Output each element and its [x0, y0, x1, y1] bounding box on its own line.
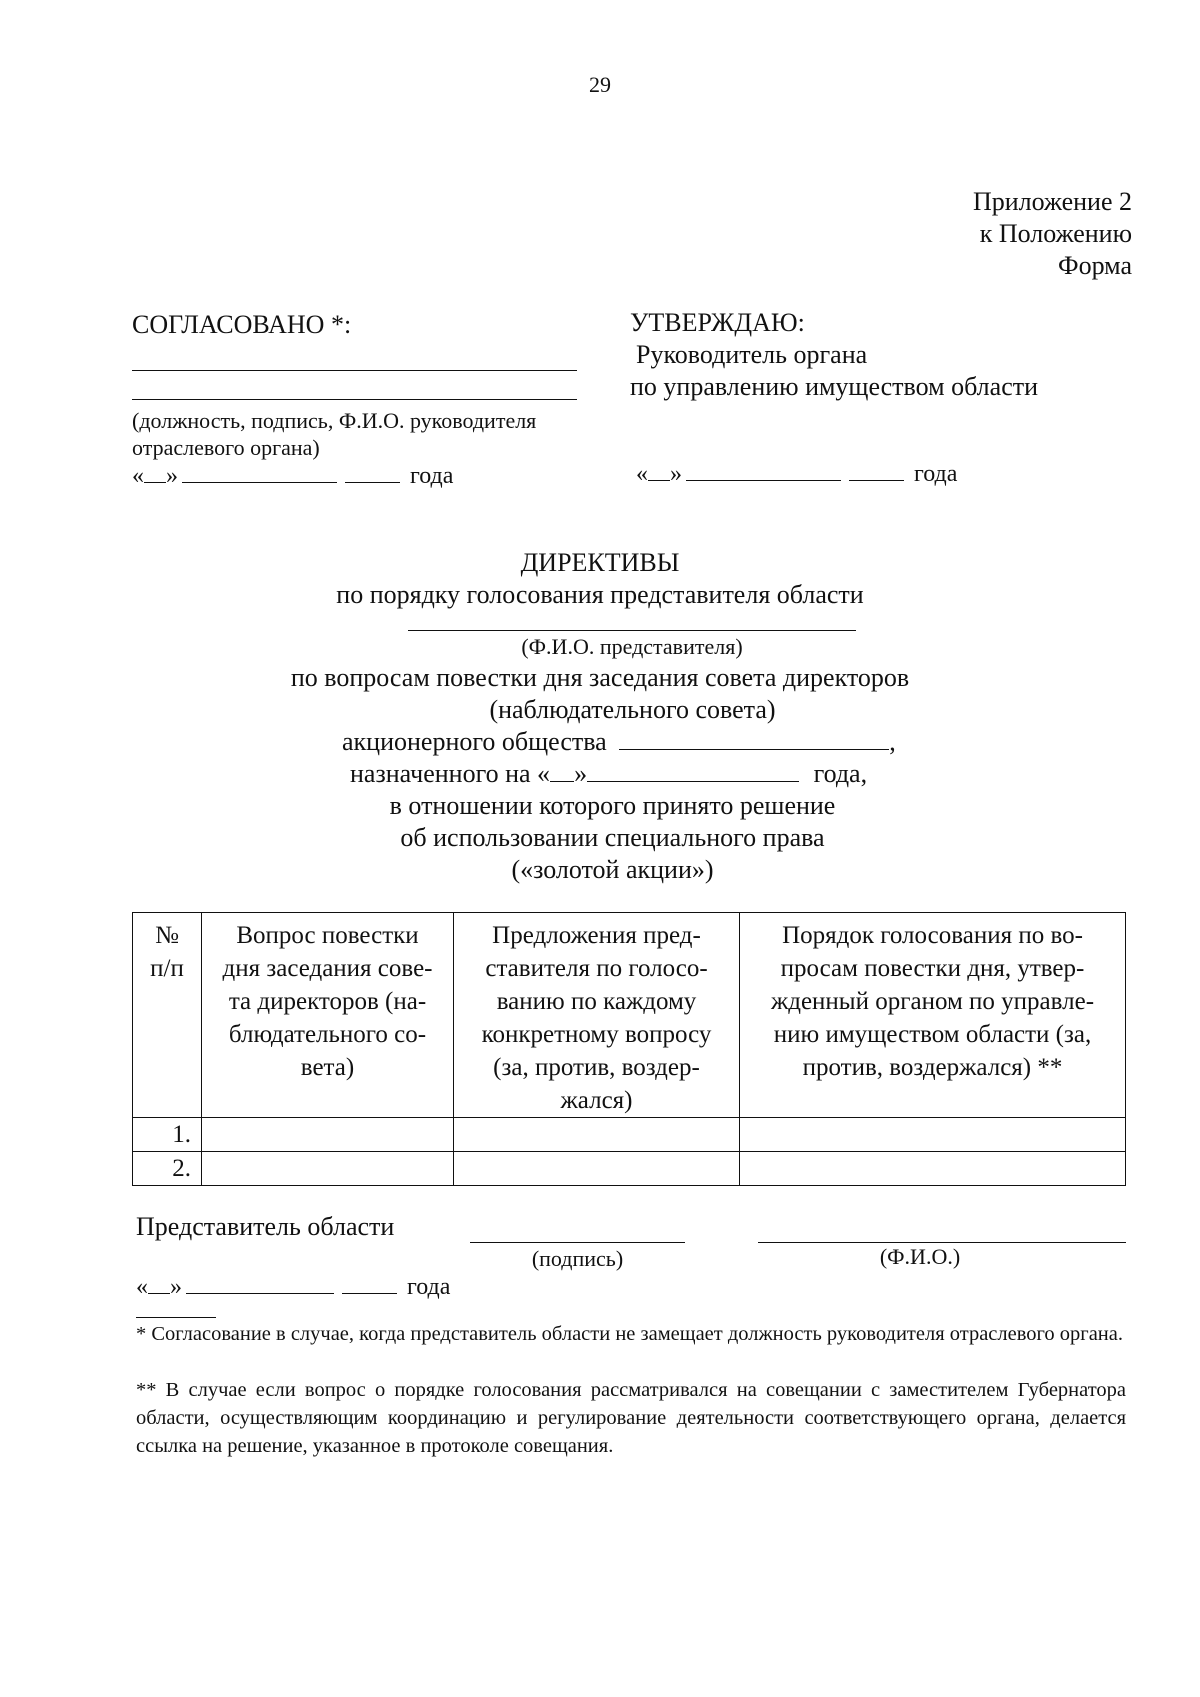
title-line-2: (наблюдательного совета) [489, 695, 776, 724]
agreed-date-year: года [410, 463, 454, 489]
footnote-1: * Согласование в случае, когда представитель области не замещает должность руководителя отраслевого органа. [136, 1323, 1123, 1345]
voting-order-cell [740, 1118, 1126, 1152]
agreed-line-2 [132, 399, 577, 400]
header-text: нию имуществом области (за, [773, 1021, 1092, 1048]
joint-stock-label: акционерного общества [342, 727, 607, 756]
approve-title: УТВЕРЖДАЮ: [630, 308, 805, 337]
approve-line-2: по управлению имуществом области [630, 372, 1039, 401]
document-title: ДИРЕКТИВЫ [520, 548, 680, 577]
approve-date-open: « [636, 461, 648, 487]
row-number-cell: 2. [133, 1152, 202, 1186]
header-text: конкретному вопросу [481, 1021, 712, 1048]
header-text: п/п [150, 955, 184, 982]
scheduled-quote-close: » [574, 759, 588, 788]
fio-signature-caption: (Ф.И.О.) [879, 1244, 961, 1269]
header-text: ставителя по голосо- [485, 955, 708, 982]
document-subtitle: по порядку голосования представителя области [336, 580, 864, 609]
approve-date-close: » [670, 461, 682, 487]
title-line-5: в отношении которого принято решение [389, 791, 836, 820]
approve-date [636, 461, 957, 488]
form-label: Форма [1058, 251, 1132, 280]
approve-line-1: Руководитель органа [636, 340, 868, 369]
signature-date-year: года [407, 1274, 451, 1300]
header-text: против, воздержался) ** [802, 1054, 1063, 1081]
col-proposals-header [454, 913, 740, 1118]
table-header-row [133, 913, 1126, 1118]
header-text: Предложения пред- [492, 922, 701, 949]
col-number-header [133, 913, 202, 1118]
signature-date [136, 1274, 450, 1301]
fio-caption: (Ф.И.О. представителя) [521, 634, 743, 659]
title-line-4 [350, 759, 867, 789]
question-cell [202, 1118, 454, 1152]
col-voting-order-header [740, 913, 1126, 1118]
header-text: Вопрос повестки [236, 922, 419, 949]
title-line-7: («золотой акции») [511, 855, 714, 884]
col-question-header [202, 913, 454, 1118]
agreed-caption-line-1: (должность, подпись, Ф.И.О. руководителя [132, 408, 537, 433]
question-cell [202, 1152, 454, 1186]
proposal-cell [454, 1118, 740, 1152]
signature-date-close: » [170, 1274, 182, 1300]
header-text: дня заседания сове- [222, 955, 433, 982]
table-row [133, 1152, 1126, 1186]
row-number-cell: 1. [133, 1118, 202, 1152]
agreed-date [132, 463, 453, 490]
table-row [133, 1118, 1126, 1152]
voting-order-cell [740, 1152, 1126, 1186]
scheduled-label: назначенного на « [350, 759, 551, 788]
header-text: та директоров (на- [228, 988, 427, 1015]
signature-date-open: « [136, 1274, 148, 1300]
appendix-reference: к Положению [979, 219, 1132, 248]
header-text: № [155, 922, 179, 949]
page-number: 29 [589, 72, 611, 97]
proposal-cell [454, 1152, 740, 1186]
agreed-caption [132, 407, 536, 461]
agreed-title: СОГЛАСОВАНО *: [132, 310, 352, 339]
header-text: (за, против, воздер- [493, 1054, 700, 1081]
header-text: блюдательного со- [228, 1021, 427, 1048]
header-text: жденный органом по управле- [770, 988, 1095, 1015]
directives-table [132, 912, 1126, 1186]
appendix-number: Приложение 2 [972, 187, 1132, 216]
signature-caption: (подпись) [531, 1246, 624, 1271]
header-text: ванию по каждому [496, 988, 697, 1015]
agreed-line-1 [132, 370, 577, 371]
footnote-separator [136, 1317, 216, 1318]
header-text: Порядок голосования по во- [782, 922, 1083, 949]
joint-stock-comma: , [889, 727, 896, 756]
title-line-1: по вопросам повестки дня заседания совета директоров [290, 663, 910, 692]
header-text: вета) [300, 1054, 355, 1081]
agreed-date-open: « [132, 463, 144, 489]
title-line-3 [342, 727, 896, 757]
approve-date-year: года [914, 461, 958, 487]
representative-label: Представитель области [136, 1212, 395, 1241]
header-text: просам повестки дня, утвер- [780, 955, 1085, 982]
agreed-date-close: » [166, 463, 178, 489]
footnote-2: ** В случае если вопрос о порядке голосования рассматривался на совещании с заместителем Губернатора области, осуществляющим координацию и регулирование деятельности соответствующего органа, делается ссылка на решение, указанное в протоколе совещания. [136, 1379, 1126, 1457]
agreed-caption-line-2: отраслевого органа) [132, 435, 320, 460]
header-text: жался) [560, 1087, 633, 1114]
fio-signature-line [758, 1242, 1126, 1243]
fio-line [408, 630, 856, 631]
title-line-6: об использовании специального права [400, 823, 825, 852]
appendix-header [973, 186, 1132, 282]
signature-line [470, 1242, 685, 1243]
scheduled-year: года, [813, 759, 868, 788]
